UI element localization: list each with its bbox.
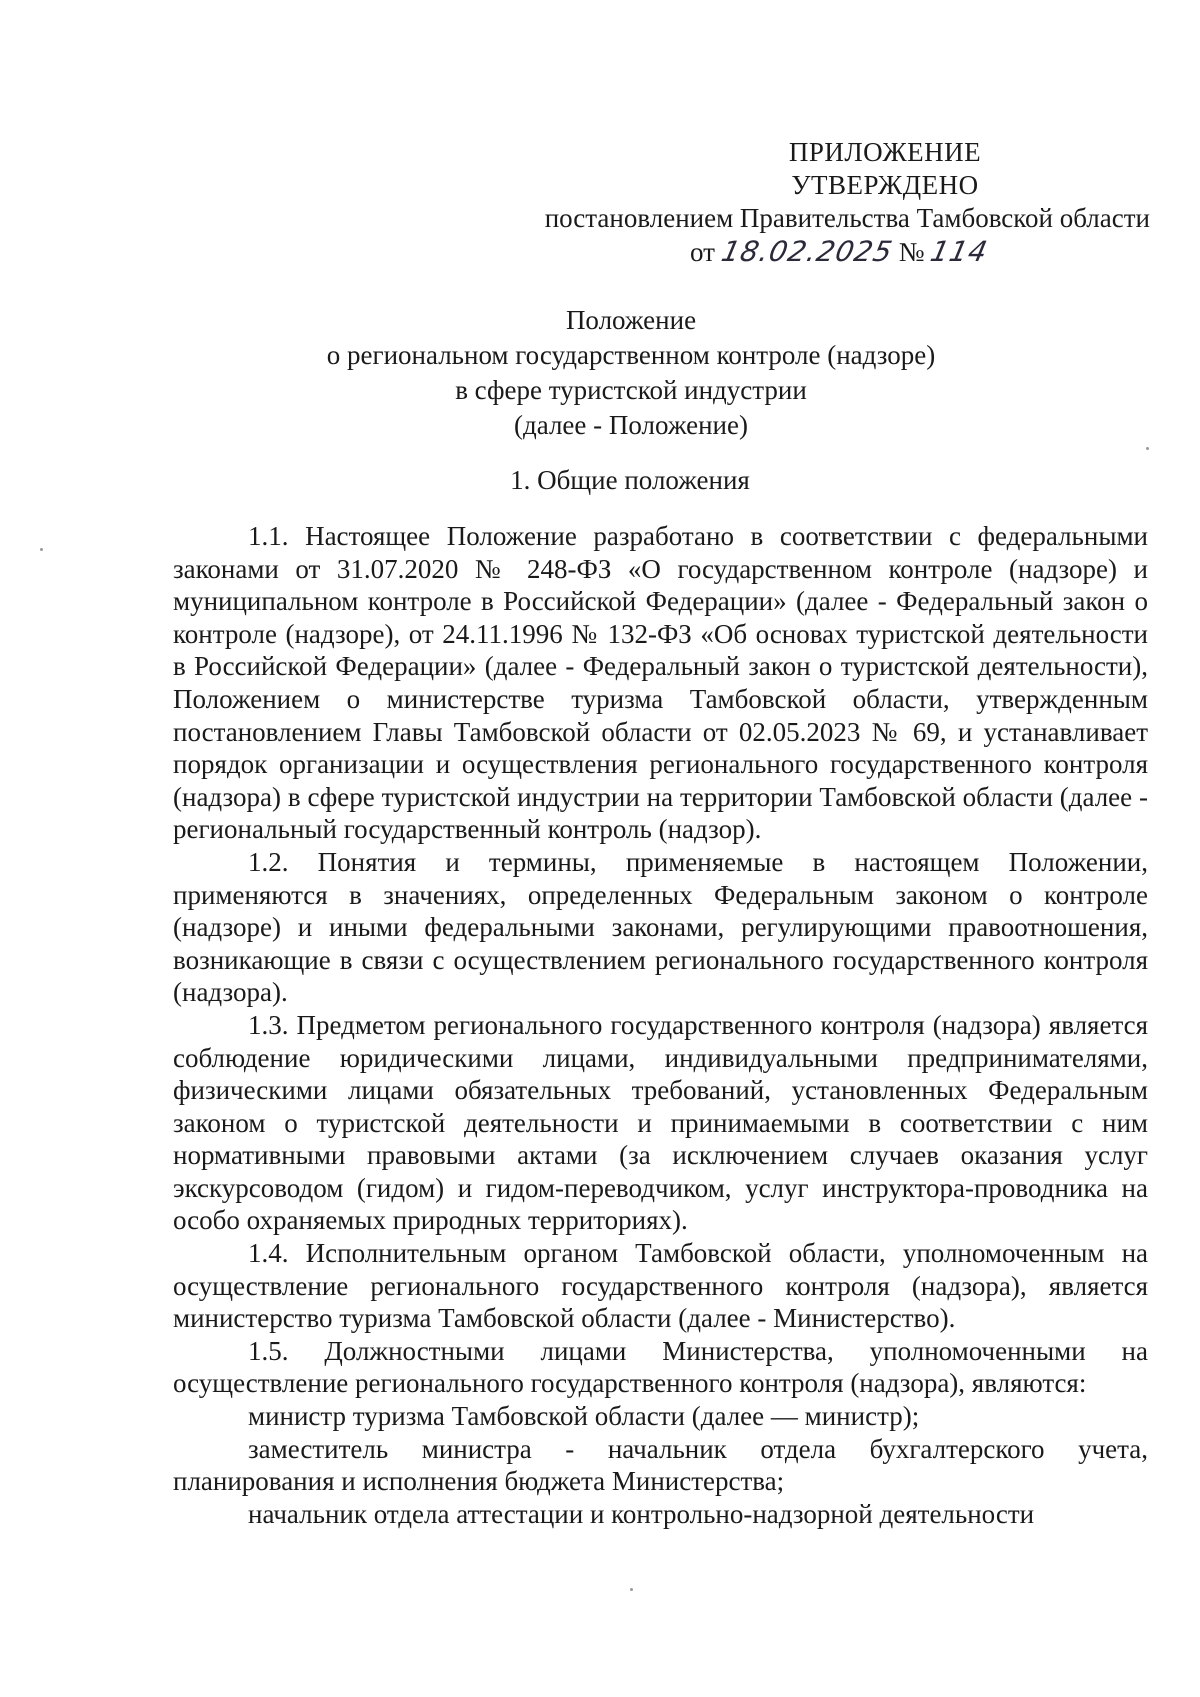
paragraph-1-2: 1.2. Понятия и термины, применяемые в настоящем Положении, применяются в значениях, определенных Федеральным законом о контроле (надзоре) и иными федеральными законами, регулирующими правоотношения, возникающие в связи с осуществлением регионального государственного контроля (надзора). — [173, 846, 1148, 1008]
paragraph-1-5: 1.5. Должностными лицами Министерства, уполномоченными на осуществление регионального государственного контроля (надзора), являются: — [173, 1335, 1148, 1399]
scan-speck — [40, 548, 43, 551]
paragraph-1-1: 1.1. Настоящее Положение разработано в соответствии с федеральными законами от 31.07.2020 № 248-ФЗ «О государственном контроле (надзоре) и муниципальном контроле в Российской Федерации» (далее - Федеральный закон о контроле (надзоре), от 24.11.1996 № 132-ФЗ «Об основах туристской деятельности в Российской Федерации» (далее - Федеральный закон о туристской деятельности), Положением о министерстве туризма Тамбовской области, утвержденным постановлением Главы Тамбовской области от 02.05.2023 № 69, и устанавливает порядок организации и осуществления регионального государственного контроля (надзора) в сфере туристской индустрии на территории Тамбовской области (далее - региональный государственный контроль (надзор). — [173, 521, 1148, 845]
section-heading: 1. Общие положения — [510, 465, 750, 495]
handwritten-date: 18.02.2025 — [718, 235, 896, 268]
title-line-3: в сфере туристской индустрии — [455, 375, 807, 405]
title-line-1: Положение — [565, 305, 697, 335]
handwritten-number: 114 — [927, 235, 992, 268]
approval-block — [500, 136, 1150, 269]
approval-appendix-label: ПРИЛОЖЕНИЕ — [788, 137, 982, 167]
approval-approved-label: УТВЕРЖДЕНО — [791, 170, 979, 200]
document-body — [173, 520, 1148, 1530]
paragraph-1-3: 1.3. Предметом регионального государственного контроля (надзора) является соблюдение юридическими лицами, индивидуальными предпринимателями, физическими лицами обязательных требований, установленных Федеральным законом о туристской деятельности и принимаемыми в соответствии с ним нормативными правовыми актами (за исключением случаев оказания услуг экскурсоводом (гидом) и гидом-переводчиком, услуг инструктора-проводника на особо охраняемых природных территориях). — [173, 1009, 1148, 1236]
list-item-deputy-minister: заместитель министра - начальник отдела бухгалтерского учета, планирования и исполнения бюджета Министерства; — [173, 1433, 1148, 1497]
list-item-minister: министр туризма Тамбовской области (далее — министр); — [248, 1401, 920, 1432]
title-line-2: о региональном государственном контроле (надзоре) — [326, 340, 936, 370]
number-prefix: № — [898, 237, 925, 267]
date-prefix: от — [690, 237, 715, 267]
approval-resolution-text: постановлением Правительства Тамбовской области — [544, 203, 1150, 233]
paragraph-1-4: 1.4. Исполнительным органом Тамбовской области, уполномоченным на осуществление регионального государственного контроля (надзора), является министерство туризма Тамбовской области (далее - Министерство). — [173, 1238, 1148, 1334]
title-line-4: (далее - Положение) — [514, 410, 748, 440]
approval-date-line — [500, 235, 1150, 269]
scan-speck — [630, 1588, 633, 1591]
document-title — [0, 303, 1200, 443]
list-item-head-of-department: начальник отдела аттестации и контрольно-надзорной деятельности — [248, 1498, 1035, 1529]
scan-speck — [1146, 447, 1149, 450]
